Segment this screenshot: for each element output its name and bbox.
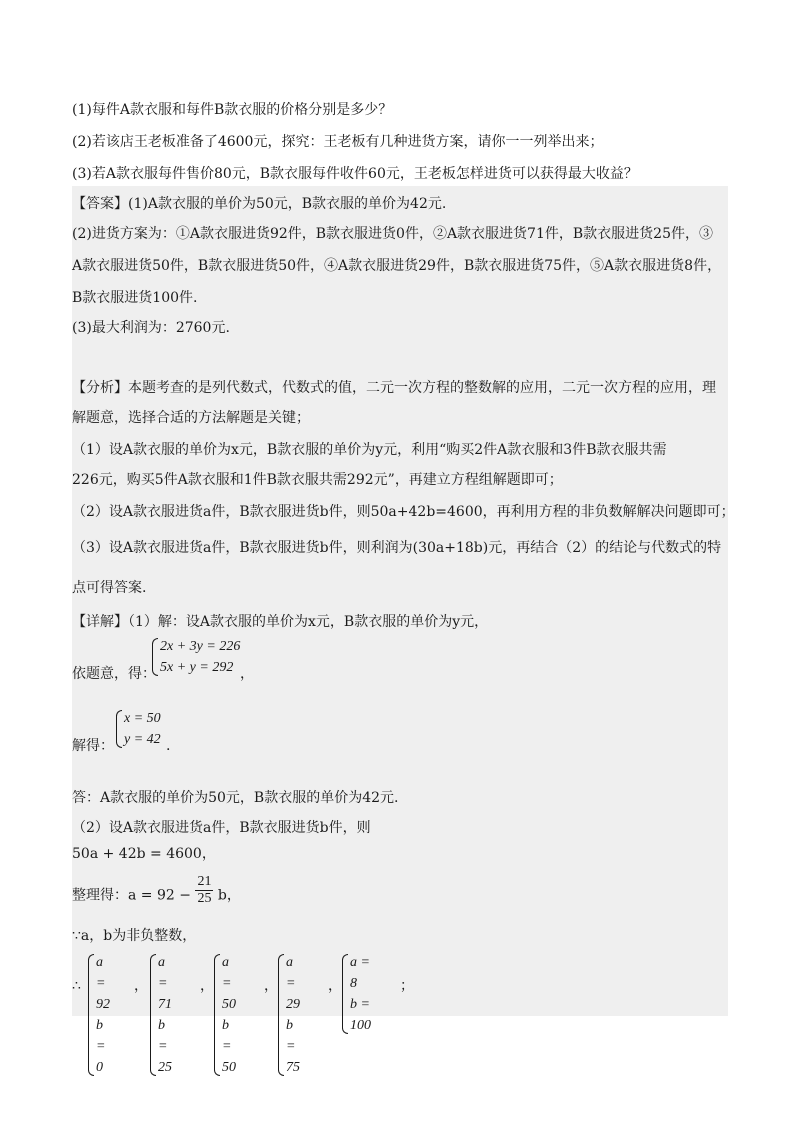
answer-part-2-line-1: (2)进货方案为：①A款衣服进货92件，B款衣服进货0件，②A款衣服进货71件，B款衣服进货25件，③ bbox=[72, 226, 713, 242]
question-2: (2)若该店王老板准备了4600元，探究：王老板有几种进货方案，请你一一列举出来； bbox=[72, 134, 604, 150]
solution-a: a = 92 bbox=[96, 955, 110, 1012]
separator: ， bbox=[328, 978, 342, 994]
analysis-line-1 bbox=[72, 378, 716, 398]
analysis-line-7: 点可得答案. bbox=[72, 580, 147, 596]
answer-part-2-line-2: A款衣服进货50件，B款衣服进货50件，④A款衣服进货29件，B款衣服进货75件，⑤A款衣服进货8件， bbox=[72, 258, 722, 274]
equation: 5x + y = 292 bbox=[160, 660, 234, 675]
solution-b: b = 75 bbox=[286, 1018, 300, 1075]
question-3: (3)若A款衣服每件售价80元，B款衣服每件收件60元，王老板怎样进货可以获得最大收益？ bbox=[72, 166, 638, 182]
punctuation: ， bbox=[240, 666, 254, 682]
detail-line-6: 50a + 42b = 4600， bbox=[72, 846, 216, 862]
analysis-line-3: （1）设A款衣服的单价为x元，B款衣服的单价为y元，利用“购买2件A款衣服和3件B款衣服共需 bbox=[72, 442, 667, 458]
question-1: (1)每件A款衣服和每件B款衣服的价格分别是多少？ bbox=[72, 102, 393, 118]
analysis-line-5: （2）设A款衣服进货a件，B款衣服进货b件，则50a+42b=4600，再利用方程的非负数解解决问题即可； bbox=[72, 504, 735, 520]
equation: y = 42 bbox=[124, 732, 161, 747]
fraction bbox=[195, 874, 213, 907]
solution-b: b = 100 bbox=[350, 997, 371, 1033]
detail-line-3 bbox=[72, 736, 114, 756]
answer-line-1 bbox=[72, 194, 446, 214]
solution-2 bbox=[148, 952, 172, 1078]
detail-suffix: b， bbox=[217, 887, 241, 904]
analysis-line-4: 226元，购买5件A款衣服和1件B款衣服共需292元”，再建立方程组解题即可； bbox=[72, 472, 563, 488]
solution-b: b = 50 bbox=[222, 1018, 236, 1075]
equation-system-2 bbox=[114, 708, 161, 750]
detail-line-8: ∵a，b为非负整数， bbox=[72, 928, 197, 944]
solution-a: a = 29 bbox=[286, 955, 300, 1012]
analysis-line-6: （3）设A款衣服进货a件，B款衣服进货b件，则利润为(30a+18b)元，再结合（2）的结论与代数式的特 bbox=[72, 540, 722, 556]
detail-label: 解得： bbox=[72, 738, 114, 754]
solution-a: a = 8 bbox=[350, 955, 370, 991]
answer-tag: 【答案】 bbox=[72, 196, 128, 212]
analysis-tag: 【分析】 bbox=[72, 380, 128, 396]
detail-line-2 bbox=[72, 664, 156, 684]
answer-part-1: (1)A款衣服的单价为50元，B款衣服的单价为42元. bbox=[128, 196, 447, 212]
answer-part-2-line-3: B款衣服进货100件. bbox=[72, 290, 198, 306]
solution-1 bbox=[86, 952, 110, 1078]
punctuation: . bbox=[166, 738, 171, 754]
detail-label: 整理得：a = 92 − bbox=[72, 887, 191, 904]
therefore-symbol: ∴ bbox=[72, 978, 81, 994]
detail-text: （1）解：设A款衣服的单价为x元，B款衣服的单价为y元， bbox=[128, 614, 489, 630]
detail-line-4: 答：A款衣服的单价为50元，B款衣服的单价为42元. bbox=[72, 790, 399, 806]
solution-5 bbox=[340, 952, 371, 1036]
fraction-numerator: 21 bbox=[197, 874, 212, 889]
equation: 2x + 3y = 226 bbox=[160, 639, 241, 654]
detail-label: 依题意，得： bbox=[72, 666, 156, 682]
detail-line-1 bbox=[72, 612, 488, 632]
equation: x = 50 bbox=[124, 711, 161, 726]
analysis-text: 本题考查的是列代数式，代数式的值，二元一次方程的整数解的应用，二元一次方程的应用，理 bbox=[128, 380, 716, 396]
solution-b: b = 25 bbox=[158, 1018, 172, 1075]
separator: ， bbox=[200, 978, 214, 994]
solution-b: b = 0 bbox=[96, 1018, 106, 1075]
separator: ， bbox=[264, 978, 278, 994]
detail-line-5: （2）设A款衣服进货a件，B款衣服进货b件，则 bbox=[72, 820, 371, 836]
solution-4 bbox=[276, 952, 300, 1078]
detail-line-7 bbox=[72, 874, 241, 907]
end-punctuation: ； bbox=[400, 978, 414, 994]
answer-part-3: (3)最大利润为：2760元. bbox=[72, 320, 230, 336]
separator: ， bbox=[134, 978, 148, 994]
analysis-line-2: 解题意，选择合适的方法解题是关键； bbox=[72, 410, 310, 426]
solution-a: a = 50 bbox=[222, 955, 236, 1012]
equation-system-1 bbox=[150, 636, 240, 678]
fraction-denominator: 25 bbox=[197, 891, 212, 906]
detail-tag: 【详解】 bbox=[72, 614, 128, 630]
solution-3 bbox=[212, 952, 236, 1078]
solution-a: a = 71 bbox=[158, 955, 172, 1012]
